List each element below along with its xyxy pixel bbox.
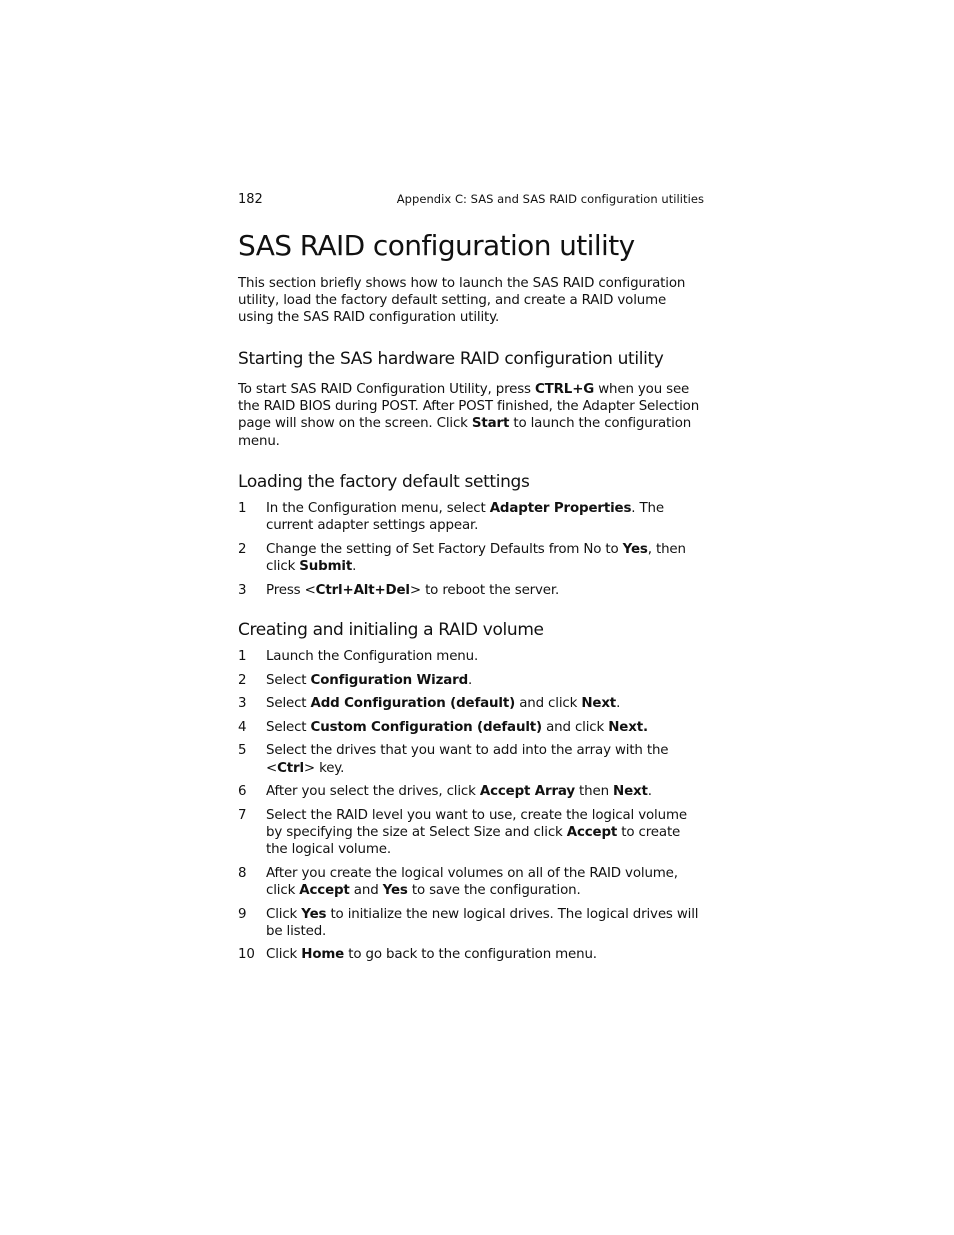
list-item [238, 648, 704, 665]
text-run: After you create the logical volumes on all of the RAID volume, click [266, 865, 678, 898]
ui-term: Yes [382, 882, 408, 898]
ui-term: Yes [301, 906, 327, 922]
ui-term: Home [301, 947, 345, 963]
step-number: 7 [238, 807, 247, 823]
list-item [238, 719, 704, 736]
ui-term: Configuration Wizard [310, 672, 469, 688]
ui-term: Add Configuration (default) [310, 696, 516, 712]
text-run: to go back to the configuration menu. [344, 947, 597, 963]
list-item [238, 865, 704, 899]
ui-term: Next [613, 784, 648, 800]
text-run: Select [266, 719, 311, 735]
step-number: 4 [238, 719, 247, 735]
text-run: . [468, 672, 473, 688]
ui-term: Next [581, 696, 617, 712]
ui-term: Next. [608, 719, 648, 735]
ui-term: Adapter Properties [489, 501, 632, 516]
text-run: . [616, 696, 621, 712]
step-number: 9 [238, 906, 247, 922]
section-heading-create-raid: Creating and initialing a RAID volume [238, 620, 544, 640]
section-heading-factory-defaults: Loading the factory default settings [238, 472, 530, 492]
factory-defaults-steps [238, 500, 704, 605]
intro-paragraph: This section briefly shows how to launch the SAS RAID configuration utility, load the factory default setting, and create a RAID volume using the SAS RAID configuration utility. [238, 276, 686, 326]
text-run: . [647, 784, 652, 800]
step-number: 3 [238, 582, 247, 598]
text-run: Select the drives that you want to add into the array with the < [266, 743, 669, 776]
text-run: when you see the RAID BIOS during POST. After POST finished, the Adapter Selection page will show on the screen. Click [238, 382, 700, 432]
text-run: then [574, 784, 614, 800]
text-run: and [349, 882, 383, 898]
text-run: > to reboot the server. [409, 582, 560, 598]
ui-term: Accept Array [479, 784, 575, 800]
page-number: 182 [238, 192, 263, 207]
step-number: 10 [238, 947, 255, 963]
step-number: 6 [238, 784, 247, 800]
ui-term: Custom Configuration (default) [310, 719, 542, 735]
list-item [238, 672, 704, 689]
text-run: and click [542, 719, 609, 735]
keyboard-shortcut: Ctrl [277, 760, 304, 776]
text-run: . [352, 559, 357, 574]
section-heading-start-utility: Starting the SAS hardware RAID configuration utility [238, 349, 664, 369]
step-number: 1 [238, 501, 247, 516]
page-title: SAS RAID configuration utility [238, 229, 635, 262]
text-run: to initialize the new logical drives. The logical drives will be listed. [266, 906, 699, 939]
list-item [238, 906, 704, 940]
text-run: . The current adapter settings appear. [266, 501, 664, 534]
text-run: > key. [303, 760, 345, 776]
text-run: In the Configuration menu, select [266, 501, 490, 516]
ui-term: Submit [299, 559, 353, 574]
step-number: 3 [238, 696, 247, 712]
step-number: 5 [238, 743, 247, 759]
list-item [238, 582, 704, 599]
step-number: 2 [238, 672, 247, 688]
ui-term: Accept [566, 824, 618, 840]
step-number: 8 [238, 865, 247, 881]
list-item [238, 807, 704, 859]
text-run: to save the configuration. [407, 882, 581, 898]
text-run: After you select the drives, click [266, 784, 480, 800]
list-item [238, 541, 704, 575]
text-run: Click [266, 906, 302, 922]
keyboard-shortcut: CTRL+G [534, 382, 595, 397]
start-utility-paragraph [238, 381, 704, 450]
ui-term: Start [471, 416, 510, 432]
running-title: Appendix C: SAS and SAS RAID configuration utilities [396, 192, 704, 206]
create-raid-steps [238, 648, 704, 970]
running-header [238, 191, 704, 209]
step-number: 1 [238, 649, 247, 664]
text-run: Launch the Configuration menu. [266, 649, 479, 664]
text-run: , then click [266, 541, 686, 574]
text-run: Select [266, 696, 311, 712]
ui-term: Yes [622, 541, 648, 557]
ui-term: Accept [299, 882, 350, 898]
text-run: to create the logical volume. [266, 824, 681, 858]
text-run: Change the setting of Set Factory Defaults from No to [266, 541, 623, 557]
text-run: to launch the configuration menu. [238, 416, 692, 449]
text-run: and click [515, 696, 582, 712]
list-item [238, 946, 704, 963]
text-run: Click [266, 947, 302, 963]
step-number: 2 [238, 541, 247, 557]
keyboard-shortcut: Ctrl+Alt+Del [315, 582, 410, 598]
list-item [238, 783, 704, 800]
text-run: Select the RAID level you want to use, create the logical volume by specifying the size at Select Size and click [266, 807, 687, 840]
text-run: Press < [266, 582, 316, 598]
list-item [238, 742, 704, 776]
text-run: Select [266, 672, 311, 688]
text-run: To start SAS RAID Configuration Utility, press [238, 382, 535, 397]
list-item [238, 500, 704, 534]
list-item [238, 695, 704, 712]
